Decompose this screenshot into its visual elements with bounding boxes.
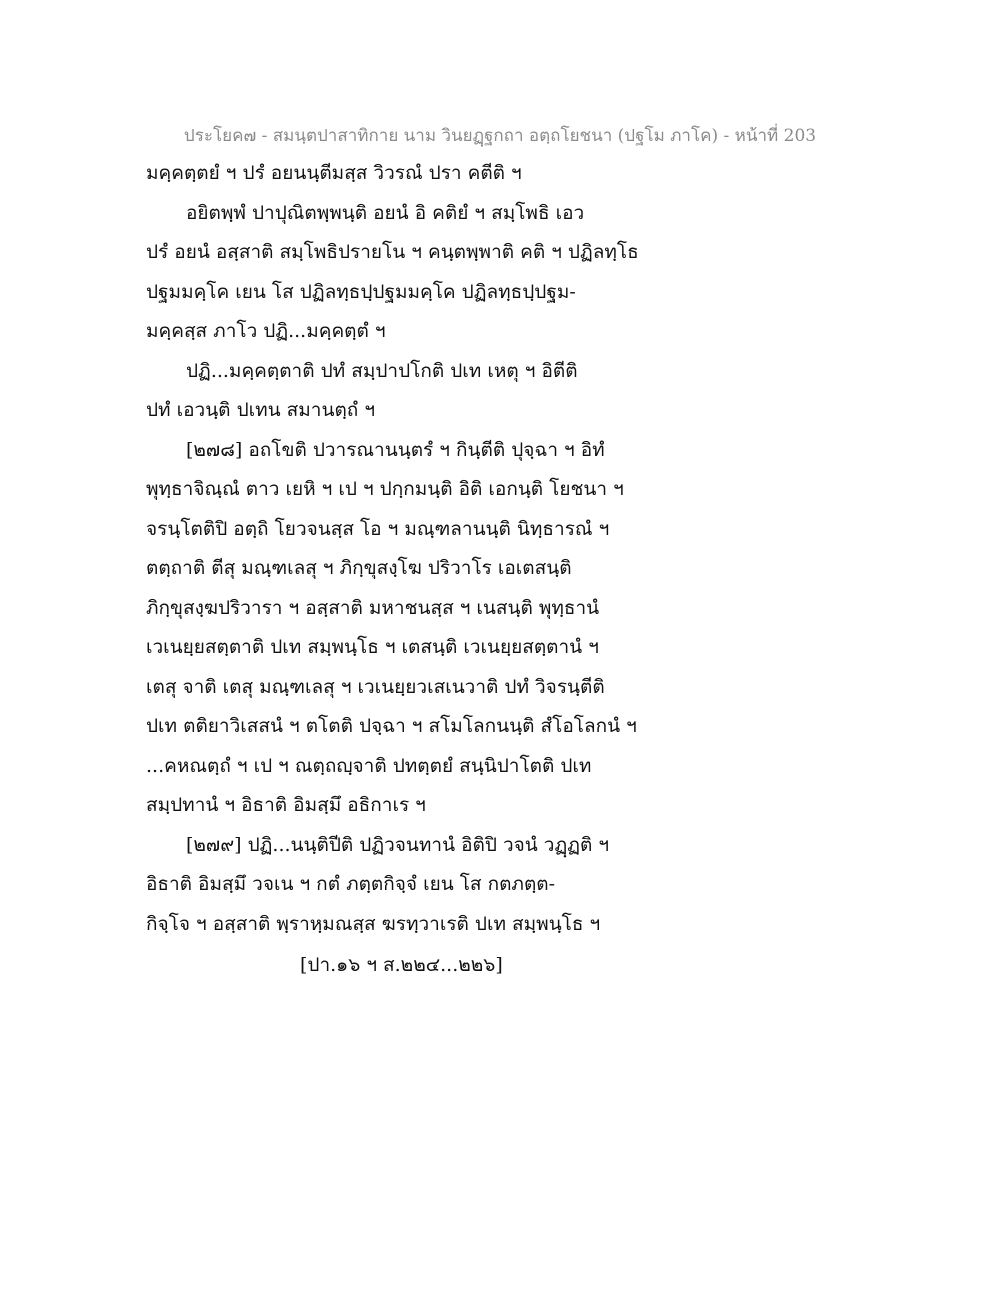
text-line: ...คหณตฺถํ ฯ เป ฯ ณตฺถญฺจาติ ปทตฺตยํ สนฺนิปาโตติ ปเท [146,755,592,777]
text-line: อิธาติ อิมสฺมึ วจเน ฯ กตํ ภตฺตกิจฺจํ เยน โส กตภตฺต- [146,873,556,895]
text-line: มคฺคสฺส ภาโว ปฏิ...มคฺคตฺตํ ฯ [146,320,386,342]
text-line: [๒๗๘] อถโขติ ปวารณานนฺตรํ ฯ กินฺตีติ ปุจฺฉา ฯ อิทํ [186,439,605,461]
text-line: เวเนยฺยสตฺตาติ ปเท สมฺพนฺโธ ฯ เตสนฺติ เวเนยฺยสตฺตานํ ฯ [146,636,599,658]
text-line: กิจฺโจ ฯ อสฺสาติ พฺราหฺมณสฺส ฆรทฺวาเรติ ปเท สมฺพนฺโธ ฯ [146,913,601,935]
text-line: ปฐมมคฺโค เยน โส ปฏิลทฺธปฺปฐมมคฺโค ปฏิลทฺธปฺปฐม- [146,281,576,303]
text-line: ตตฺถาติ ตีสุ มณฺฑเลสุ ฯ ภิกฺขุสงฺโฆ ปริวาโร เอเตสนฺติ [146,557,572,579]
text-line: ปทํ เอวนฺติ ปเทน สมานตฺถํ ฯ [146,399,376,421]
text-line: จรนฺโตติปิ อตฺถิ โยวจนสฺส โอ ฯ มณฺฑลานนฺติ นิทฺธารณํ ฯ [146,518,610,540]
text-line: ปเท ตติยาวิเสสนํ ฯ ตโตติ ปจฺฉา ฯ สโมโลกนนฺติ สํโอโลกนํ ฯ [146,715,637,737]
text-line: มคฺคตฺตยํ ฯ ปรํ อยนนฺตีมสฺส วิวรณํ ปรา คตีติ ฯ [146,162,522,184]
text-line: ปฏิ...มคฺคตฺตาติ ปทํ สมฺปาปโกติ ปเท เหตุ ฯ อิตีติ [186,360,578,382]
text-line: พุทฺธาจิณฺณํ ตาว เยหิ ฯ เป ฯ ปกฺกมนฺติ อิติ เอกนฺติ โยชนา ฯ [146,478,624,500]
text-line: ภิกฺขุสงฺฆปริวารา ฯ อสฺสาติ มหาชนสฺส ฯ เนสนฺติ พุทฺธานํ [146,597,600,619]
text-line: อยิตพฺพํ ปาปุณิตพฺพนฺติ อยนํ อิ คติยํ ฯ สมฺโพธิ เอว [186,202,585,224]
reference-note: [ปา.๑๖ ฯ ส.๒๒๔...๒๒๖] [300,954,503,976]
text-line: สมฺปทานํ ฯ อิธาติ อิมสฺมึ อธิกาเร ฯ [146,794,426,816]
text-line: เตสุ จาติ เตสุ มณฺฑเลสุ ฯ เวเนยฺยวเสเนวาติ ปทํ วิจรนฺตีติ [146,676,605,698]
page-header: ประโยค๗ - สมนฺตปาสาทิกาย นาม วินยฏฺฐกถา อตฺถโยชนา (ปฐโม ภาโค) - หน้าที่ 203 [183,126,817,146]
text-line: ปรํ อยนํ อสฺสาติ สมฺโพธิปรายโน ฯ คนฺตพฺพาติ คติ ฯ ปฏิลทฺโธ [146,241,639,263]
text-line: [๒๗๙] ปฏิ...นนฺติปีติ ปฏิวจนทานํ อิติปิ วจนํ วฏฺฏติ ฯ [186,834,610,856]
